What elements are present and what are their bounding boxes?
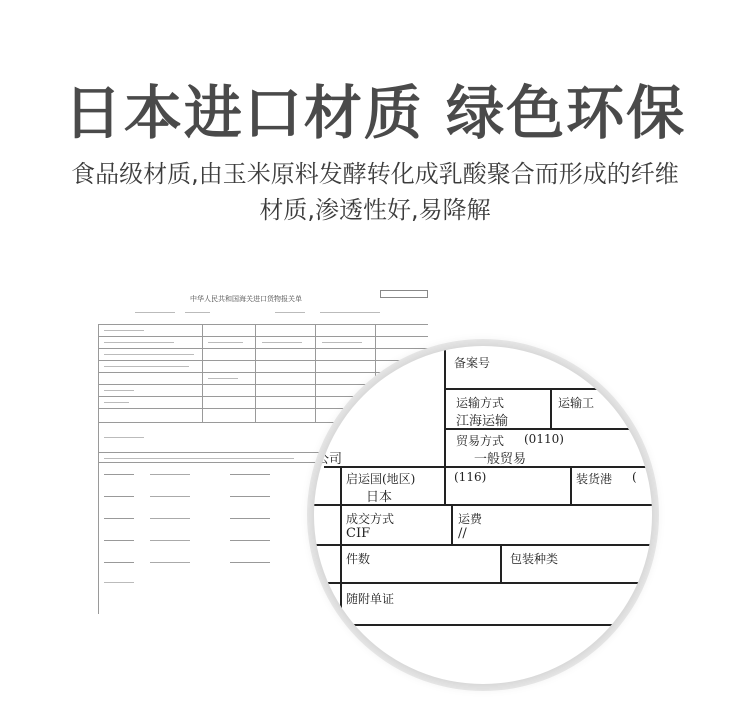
form-grid-line (255, 324, 256, 422)
form-text-scribble (208, 378, 238, 379)
transport-mode-value: 江海运输 (456, 414, 509, 429)
form-text-scribble (185, 312, 210, 313)
form-text-scribble (208, 342, 243, 343)
origin-country-value: 日本 (366, 490, 393, 505)
magnified-grid-line (444, 388, 652, 390)
subtitle-line-2: 材质,渗透性好,易降解 (259, 196, 491, 224)
form-text-scribble (230, 540, 270, 541)
form-text-scribble (104, 402, 129, 403)
trade-mode-label: 贸易方式 (456, 434, 505, 448)
packing-type-label: 包装种类 (510, 552, 559, 566)
magnifier-lens (314, 346, 652, 684)
form-text-scribble (104, 366, 189, 367)
magnified-grid-line (444, 346, 446, 504)
magnified-grid-line (314, 504, 652, 506)
form-text-scribble (230, 518, 270, 519)
magnified-grid-line (550, 388, 552, 428)
form-text-scribble (104, 582, 134, 583)
form-grid-line (202, 324, 203, 422)
origin-country-label: 启运国(地区) (346, 472, 416, 486)
form-text-scribble (150, 562, 190, 563)
origin-country-code: (116) (454, 470, 487, 484)
trade-mode-value: 一般贸易 (474, 452, 527, 467)
form-text-scribble (230, 562, 270, 563)
form-text-scribble (275, 312, 305, 313)
form-text-scribble (230, 474, 270, 475)
deal-mode-label: 成交方式 (346, 512, 395, 526)
form-grid-line (98, 324, 428, 325)
deal-mode-value: CIF (346, 526, 371, 541)
magnified-grid-line (500, 544, 502, 582)
form-text-scribble (104, 390, 134, 391)
form-text-scribble (322, 342, 362, 343)
transport-mode-label: 运输方式 (456, 396, 505, 410)
magnified-grid-line (324, 582, 652, 584)
freight-value: // (458, 526, 467, 541)
form-text-scribble (150, 474, 190, 475)
form-text-scribble (150, 496, 190, 497)
form-text-scribble (104, 518, 134, 519)
attached-documents-label: 随附单证 (346, 592, 395, 606)
record-number-label: 备案号 (454, 356, 491, 370)
loading-port-label: 装货港 (576, 472, 613, 486)
loading-port-fragment: ( (632, 470, 637, 484)
subtitle-line-1: 食品级材质,由玉米原料发酵转化成乳酸聚合而形成的纤维 (71, 160, 679, 188)
magnified-grid-line (314, 544, 652, 546)
magnified-grid-line (334, 624, 652, 626)
form-text-scribble (104, 474, 134, 475)
page-title: 日本进口材质 绿色环保 (63, 79, 687, 147)
form-text-scribble (150, 518, 190, 519)
form-text-scribble (230, 496, 270, 497)
form-text-scribble (150, 540, 190, 541)
magnified-form-section (314, 346, 652, 684)
magnified-grid-line (340, 466, 342, 684)
form-text-scribble (135, 312, 175, 313)
form-text-scribble (104, 342, 174, 343)
form-text-scribble (104, 437, 144, 438)
magnified-grid-line (570, 466, 572, 504)
form-grid-line (98, 324, 99, 614)
freight-label: 运费 (458, 512, 483, 526)
form-stamp-box (380, 290, 428, 298)
form-text-scribble (104, 330, 144, 331)
page-subtitle (30, 156, 720, 228)
magnified-grid-line (451, 504, 453, 544)
form-grid-line (98, 336, 428, 337)
form-text-scribble (104, 354, 194, 355)
form-text-scribble (104, 540, 134, 541)
company-name-fragment: 公司 (316, 452, 343, 467)
pieces-label: 件数 (346, 552, 371, 566)
form-title: 中华人民共和国海关进口货物报关单 (190, 295, 302, 303)
trade-mode-code: (0110) (524, 432, 564, 446)
transport-tool-label: 运输工 (558, 396, 595, 410)
form-text-scribble (320, 312, 380, 313)
form-text-scribble (262, 342, 302, 343)
form-text-scribble (104, 496, 134, 497)
form-text-scribble (104, 562, 134, 563)
form-text-scribble (104, 458, 294, 459)
